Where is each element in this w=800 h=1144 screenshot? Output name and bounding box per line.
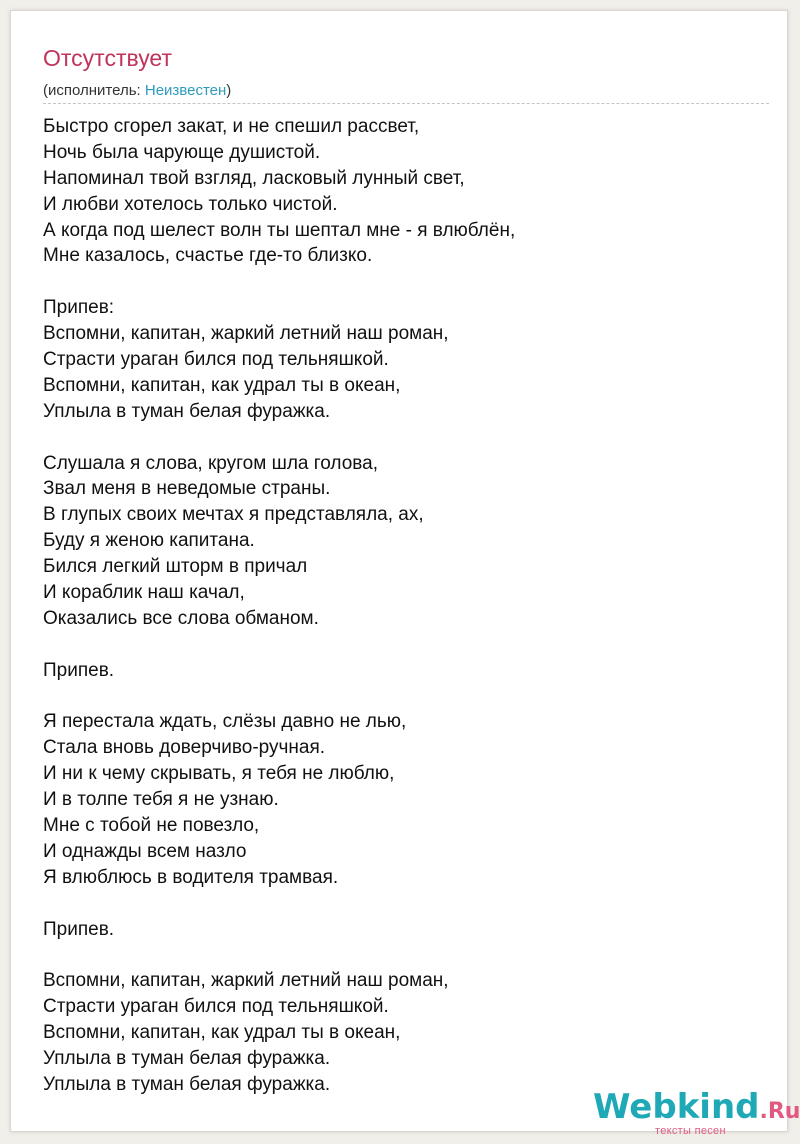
artist-suffix: ) <box>226 82 232 99</box>
lyric-line: Мне казалось, счастье где-то близко. <box>43 245 373 267</box>
lyric-line: И ни к чему скрывать, я тебя не люблю, <box>43 763 395 785</box>
artist-line <box>43 81 231 101</box>
brand-logo[interactable] <box>593 1087 800 1143</box>
lyric-line: Слушала я слова, кругом шла голова, <box>43 452 379 474</box>
lyric-line: Вспомни, капитан, как удрал ты в океан, <box>43 1022 401 1044</box>
lyric-line: И однажды всем назло <box>43 840 247 862</box>
lyric-line: Вспомни, капитан, жаркий летний наш роман, <box>43 323 449 345</box>
lyric-line: Страсти ураган бился под тельняшкой. <box>43 996 389 1018</box>
brand-tld: .Ru <box>759 1099 800 1124</box>
blank-line <box>43 632 763 658</box>
lyric-line: Оказались все слова обманом. <box>43 607 319 629</box>
blank-line <box>43 943 763 969</box>
blank-line <box>43 684 763 710</box>
lyric-line: Припев. <box>43 918 115 940</box>
blank-line <box>43 425 763 451</box>
lyric-line: Буду я женою капитана. <box>43 530 255 552</box>
lyric-line: Ночь была чарующе душистой. <box>43 141 321 163</box>
lyric-line: Уплыла в туман белая фуражка. <box>43 1073 331 1095</box>
lyric-line: Звал меня в неведомые страны. <box>43 478 331 500</box>
blank-line <box>43 891 763 917</box>
lyric-line: Я перестала ждать, слёзы давно не лью, <box>43 711 407 733</box>
lyric-line: Я влюблюсь в водителя трамвая. <box>43 866 339 888</box>
lyric-line: Уплыла в туман белая фуражка. <box>43 400 331 422</box>
lyric-line: Вспомни, капитан, как удрал ты в океан, <box>43 374 401 396</box>
lyric-line: Уплыла в туман белая фуражка. <box>43 1048 331 1070</box>
lyric-line: Страсти ураган бился под тельняшкой. <box>43 349 389 371</box>
lyric-line: И кораблик наш качал, <box>43 582 245 604</box>
lyric-line: Вспомни, капитан, жаркий летний наш роман, <box>43 970 449 992</box>
lyric-line: В глупых своих мечтах я представляла, ах, <box>43 504 424 526</box>
divider <box>43 103 769 104</box>
lyric-line: Мне с тобой не повезло, <box>43 815 260 837</box>
lyric-line: Бился легкий шторм в причал <box>43 556 308 578</box>
artist-prefix: (исполнитель: <box>43 82 145 99</box>
lyric-line: Припев. <box>43 659 115 681</box>
lyric-line: Быстро сгорел закат, и не спешил рассвет, <box>43 116 420 137</box>
song-title: Отсутствует <box>43 45 172 71</box>
lyric-line: И в толпе тебя я не узнаю. <box>43 789 279 811</box>
artist-link[interactable]: Неизвестен <box>144 82 227 99</box>
lyrics-sheet <box>10 10 800 1137</box>
lyric-line: А когда под шелест волн ты шептал мне - я влюблён, <box>43 219 516 241</box>
lyric-line: Припев: <box>43 297 115 319</box>
lyric-line: Напоминал твой взгляд, ласковый лунный свет, <box>43 167 465 189</box>
brand-tagline: тексты песен <box>655 1125 726 1137</box>
lyrics-text <box>43 114 763 1098</box>
lyric-line: Стала вновь доверчиво-ручная. <box>43 737 326 759</box>
blank-line <box>43 269 763 295</box>
brand-word: Webkind <box>593 1087 760 1127</box>
lyric-line: И любви хотелось только чистой. <box>43 193 338 215</box>
